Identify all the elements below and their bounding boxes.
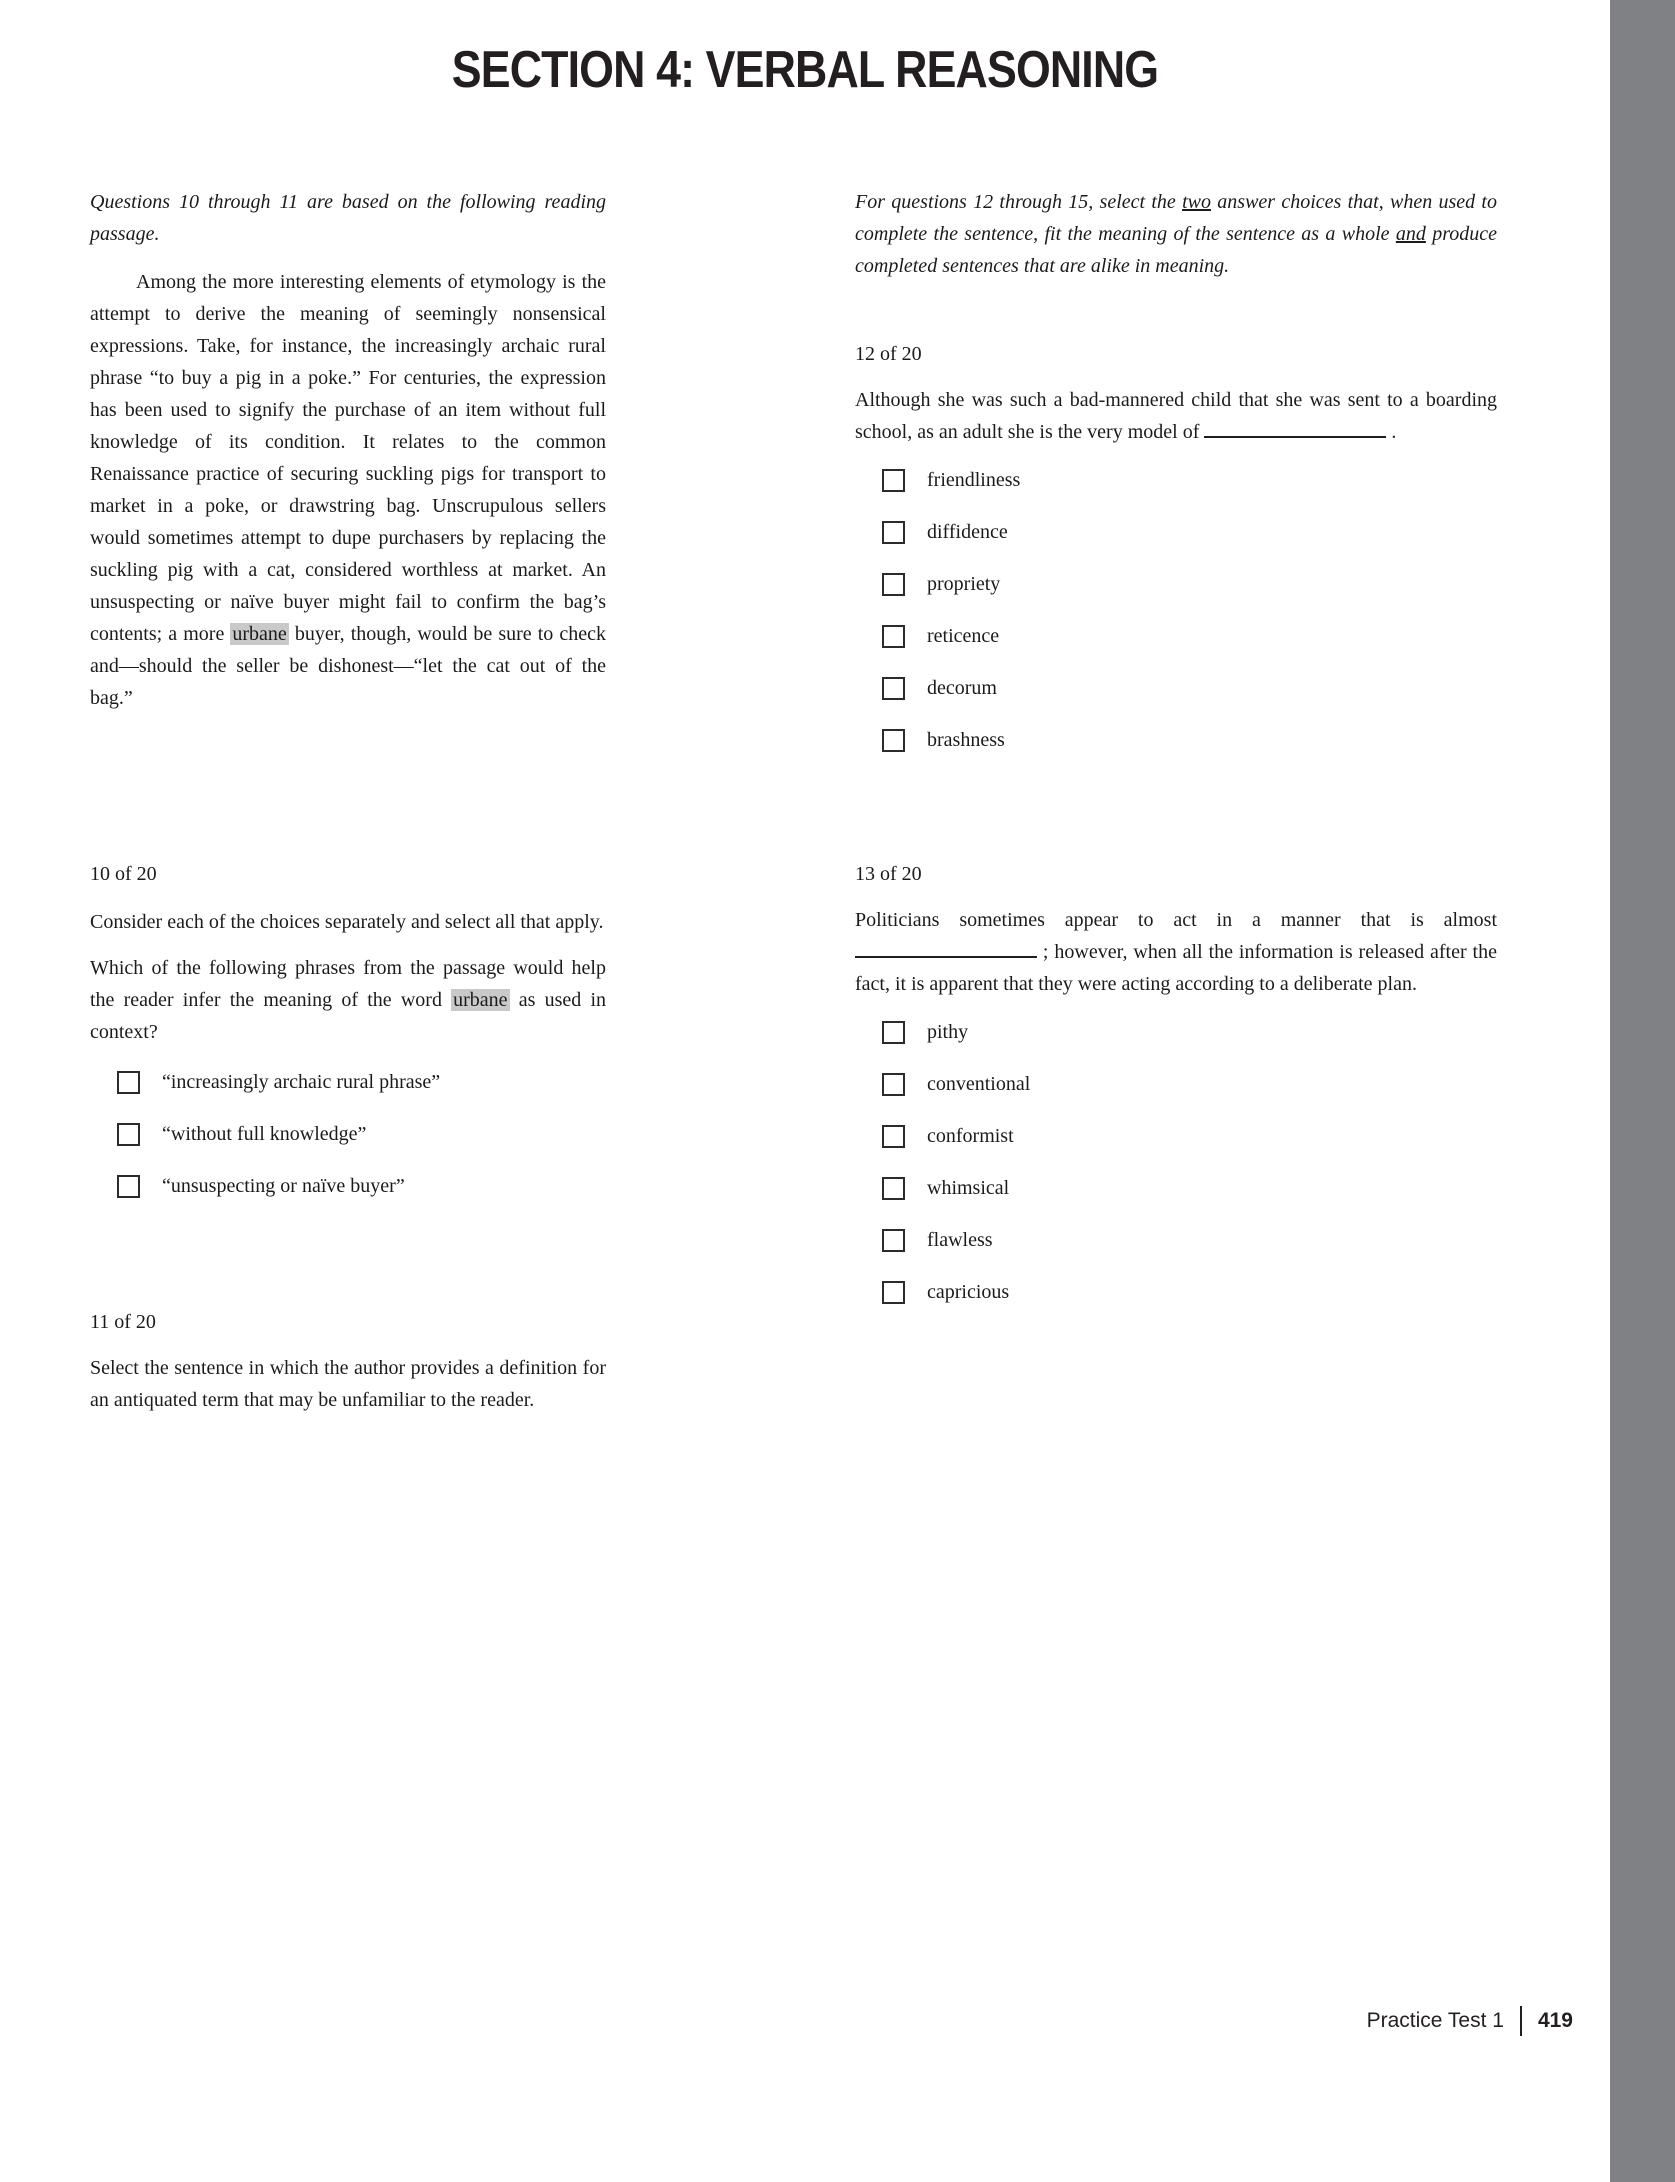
intro-underlined-two: two	[1182, 191, 1211, 213]
answer-option[interactable]	[855, 730, 1497, 751]
checkbox-icon[interactable]	[882, 1229, 905, 1252]
answer-option[interactable]	[855, 1282, 1497, 1303]
option-label: “unsuspecting or naïve buyer”	[162, 1175, 405, 1197]
checkbox-icon[interactable]	[882, 625, 905, 648]
checkbox-icon[interactable]	[117, 1175, 140, 1198]
intro-underlined-and: and	[1395, 223, 1426, 245]
answer-blank	[855, 936, 1037, 958]
question-12-stem-before: Although she was such a bad-mannered child that she was sent to a boarding school, as an adult she is the very model of	[855, 389, 1497, 443]
answer-option[interactable]	[855, 1022, 1497, 1043]
checkbox-icon[interactable]	[882, 1177, 905, 1200]
question-13-stem-before: Politicians sometimes appear to act in a manner that is almost	[855, 909, 1497, 931]
question-12-stem-after: .	[1386, 421, 1397, 443]
checkbox-icon[interactable]	[882, 729, 905, 752]
question-set-intro	[855, 186, 1497, 282]
footer-book-label: Practice Test 1	[1366, 2009, 1504, 2032]
question-10-highlighted-word: urbane	[453, 989, 508, 1011]
answer-option[interactable]	[855, 1178, 1497, 1199]
passage-text-after: buyer, though, would be sure to check and—should the seller be dishonest—“let the cat out of the bag.”	[90, 623, 606, 709]
question-12-options	[855, 470, 1497, 751]
checkbox-icon[interactable]	[882, 1125, 905, 1148]
question-10-stem-before: Which of the following phrases from the passage would help the reader infer the meaning of the word	[90, 957, 606, 1011]
question-13	[855, 858, 1497, 1334]
option-label: decorum	[927, 677, 997, 699]
question-13-stem	[855, 904, 1497, 1000]
question-12-stem	[855, 384, 1497, 448]
intro-part-3: produce completed sentences that are alike in meaning.	[855, 223, 1498, 277]
option-label: propriety	[927, 573, 1001, 595]
option-label: conformist	[927, 1125, 1014, 1147]
answer-blank	[1204, 416, 1386, 438]
reading-passage	[90, 266, 606, 714]
checkbox-icon[interactable]	[882, 1073, 905, 1096]
intro-part-2: answer choices that, when used to complete the sentence, fit the meaning of the sentence as a whole	[855, 191, 1497, 245]
page-footer	[1367, 2006, 1573, 2036]
option-label: pithy	[927, 1021, 969, 1043]
answer-option[interactable]	[855, 1126, 1497, 1147]
checkbox-icon[interactable]	[882, 521, 905, 544]
question-11	[90, 1306, 606, 1416]
passage-text-before: Among the more interesting elements of etymology is the attempt to derive the meaning of seemingly nonsensical expressions. Take, for instance, the increasingly archaic rural phrase “to buy a pig in a poke.” For centuries, the expression has been used to signify the purchase of an item without full knowledge of its condition. It relates to the common Renaissance practice of securing suckling pigs for transport to market in a poke, or drawstring bag. Unscrupulous sellers would sometimes attempt to dupe purchasers by replacing the suckling pig with a cat, considered worthless at market. An unsuspecting or naïve buyer might fail to confirm the bag’s contents; a more	[90, 271, 606, 645]
option-label: friendliness	[927, 469, 1021, 491]
checkbox-icon[interactable]	[882, 469, 905, 492]
option-label: “without full knowledge”	[162, 1123, 367, 1145]
answer-option[interactable]	[855, 574, 1497, 595]
question-12	[855, 338, 1497, 782]
question-10-options	[90, 1072, 606, 1197]
question-10	[90, 858, 606, 1228]
answer-option[interactable]	[855, 1074, 1497, 1095]
answer-option[interactable]	[855, 1230, 1497, 1251]
question-10-instruction: Consider each of the choices separately and select all that apply.	[90, 911, 604, 933]
checkbox-icon[interactable]	[882, 573, 905, 596]
question-13-options	[855, 1022, 1497, 1303]
answer-option[interactable]	[90, 1124, 606, 1145]
page-edge-tab	[1610, 0, 1675, 2182]
option-label: “increasingly archaic rural phrase”	[162, 1071, 441, 1093]
answer-option[interactable]	[855, 470, 1497, 491]
intro-part-1: For questions 12 through 15, select the	[855, 191, 1183, 213]
question-11-number: 11 of 20	[90, 1311, 156, 1333]
answer-option[interactable]	[855, 522, 1497, 543]
checkbox-icon[interactable]	[882, 1281, 905, 1304]
page-title: SECTION 4: VERBAL REASONING	[451, 41, 1159, 99]
answer-option[interactable]	[855, 626, 1497, 647]
footer-divider	[1520, 2006, 1522, 2036]
question-13-stem-after: ; however, when all the information is released after the fact, it is apparent that they were acting according to a deliberate plan.	[855, 941, 1497, 995]
footer-page-number: 419	[1537, 2009, 1573, 2032]
checkbox-icon[interactable]	[117, 1123, 140, 1146]
option-label: conventional	[927, 1073, 1031, 1095]
answer-option[interactable]	[90, 1072, 606, 1093]
option-label: diffidence	[927, 521, 1008, 543]
option-label: whimsical	[927, 1177, 1010, 1199]
checkbox-icon[interactable]	[882, 1021, 905, 1044]
checkbox-icon[interactable]	[117, 1071, 140, 1094]
option-label: brashness	[927, 729, 1005, 751]
option-label: reticence	[927, 625, 1000, 647]
question-12-number: 12 of 20	[855, 343, 922, 365]
question-10-stem	[90, 952, 606, 1048]
highlighted-word-urbane: urbane	[232, 623, 287, 645]
question-10-number: 10 of 20	[90, 863, 157, 885]
question-11-stem: Select the sentence in which the author provides a definition for an antiquated term that may be unfamiliar to the reader.	[90, 1357, 606, 1411]
option-label: capricious	[927, 1281, 1010, 1303]
answer-option[interactable]	[855, 678, 1497, 699]
option-label: flawless	[927, 1229, 993, 1251]
question-13-number: 13 of 20	[855, 863, 922, 885]
passage-intro: Questions 10 through 11 are based on the following reading passage.	[90, 191, 606, 245]
checkbox-icon[interactable]	[882, 677, 905, 700]
answer-option[interactable]	[90, 1176, 606, 1197]
question-10-stem-after: as used in context?	[90, 989, 606, 1043]
